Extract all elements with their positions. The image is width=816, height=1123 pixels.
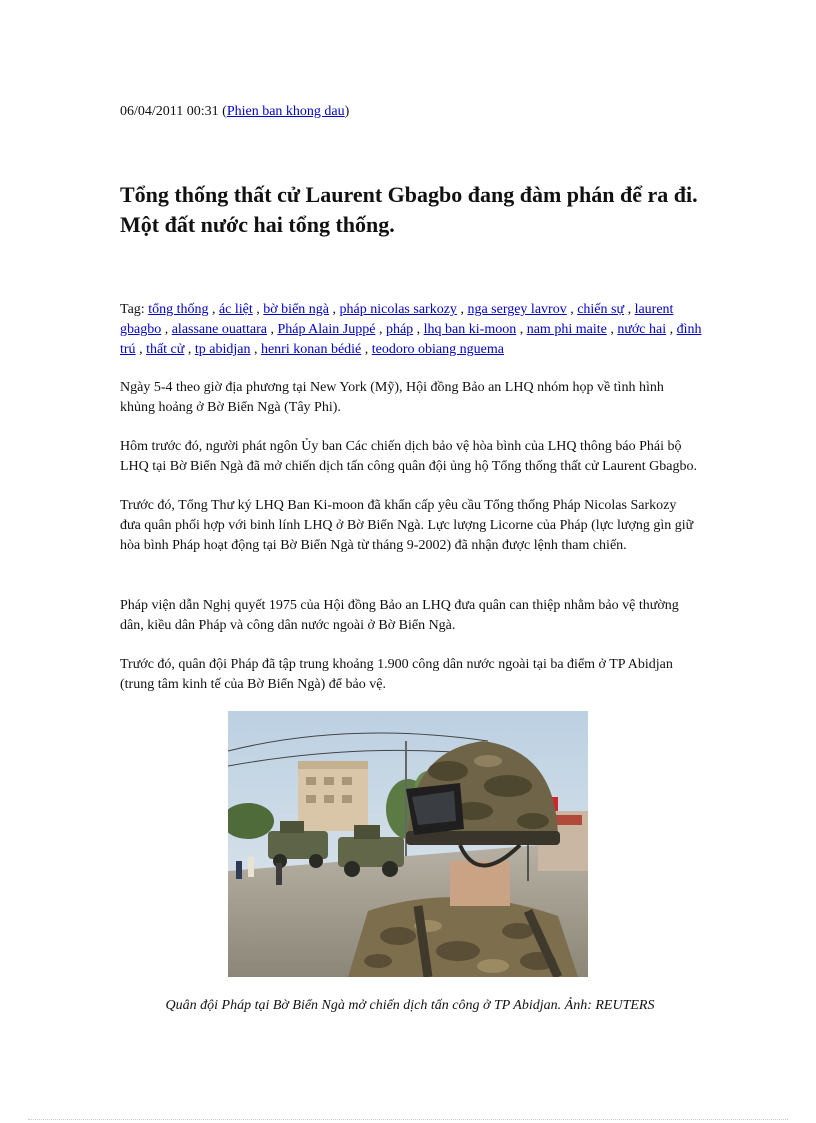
paragraph-4: Pháp viện dẫn Nghị quyết 1975 của Hội đồng Bảo an LHQ đưa quân can thiệp nhằm bảo vệ thường dân, kiều dân Pháp và công dân nước ngoài ở Bờ Biển Ngà.	[120, 598, 679, 633]
tag-link[interactable]: bờ biển ngà	[263, 302, 330, 317]
tag-link[interactable]: laurent gbagbo	[120, 302, 674, 337]
tag-link[interactable]: teodoro obiang nguema	[371, 342, 504, 357]
tag-link[interactable]: chiến sự	[577, 302, 625, 317]
tag-link[interactable]: pháp	[385, 322, 414, 337]
tag-link[interactable]: thất cử	[146, 342, 185, 357]
source-link[interactable]: Phien ban khong dau	[226, 104, 345, 119]
tag-link[interactable]: ác liệt	[218, 302, 253, 317]
tag-link[interactable]: tp abidjan	[194, 342, 251, 357]
paragraph-5: Trước đó, quân đội Pháp đã tập trung khoảng 1.900 công dân nước ngoài tại ba điểm ở TP Abidjan (trung tâm kinh tế của Bờ Biển Ngà) để bảo vệ.	[120, 657, 673, 692]
tag-link[interactable]: tổng thống	[148, 302, 209, 317]
tag-link[interactable]: pháp nicolas sarkozy	[339, 302, 457, 317]
tag-link[interactable]: nước hai	[617, 322, 667, 337]
post-datetime: 06/04/2011 00:31	[120, 104, 219, 119]
tag-link[interactable]: nam phi maite	[526, 322, 607, 337]
article-title: Tổng thống thất cử Laurent Gbagbo đang đàm phán để ra đi. Một đất nước hai tổng thống.	[120, 182, 698, 237]
page-divider	[28, 1119, 788, 1120]
tags-label: Tag:	[120, 302, 149, 317]
tag-link[interactable]: lhq ban ki-moon	[423, 322, 517, 337]
paragraph-2: Hôm trước đó, người phát ngôn Ủy ban Các chiến dịch bảo vệ hòa bình của LHQ thông báo Phái bộ LHQ tại Bờ Biển Ngà đã mở chiến dịch tấn công quân đội ủng hộ Tổng thống thất cử Laurent Gbagbo.	[120, 439, 697, 474]
tag-list: Tag: tổng thống , ác liệt , bờ biển ngà , pháp nicolas sarkozy , nga sergey lavrov , chiến sự , laurent gbagbo , alassane ouattara , Pháp Alain Juppé , pháp , lhq ban ki-moon , nam phi maite , nước hai , đình trú , thất cử , tp abidjan , henri konan bédié , teodoro obiang nguema	[120, 302, 702, 357]
tag-link[interactable]: đình trú	[120, 322, 702, 357]
tag-link[interactable]: alassane ouattara	[171, 322, 267, 337]
tag-link[interactable]: henri konan bédié	[260, 342, 362, 357]
dateline: 06/04/2011 00:31 (Phien ban khong dau)	[120, 104, 350, 119]
article-photo	[228, 711, 588, 977]
tag-link[interactable]: Pháp Alain Juppé	[277, 322, 376, 337]
tag-link[interactable]: nga sergey lavrov	[467, 302, 567, 317]
paragraph-3: Trước đó, Tổng Thư ký LHQ Ban Ki-moon đã khẩn cấp yêu cầu Tổng thống Pháp Nicolas Sarkozy đưa quân phối hợp với binh lính LHQ ở Bờ Biển Ngà. Lực lượng Licorne của Pháp (lực lượng gìn giữ hòa bình Pháp hoạt động tại Bờ Biển Ngà từ tháng 9-2002) đã nhận được lệnh tham chiến.	[120, 498, 694, 553]
paragraph-1: Ngày 5-4 theo giờ địa phương tại New York (Mỹ), Hội đồng Bảo an LHQ nhóm họp về tình hình khủng hoảng ở Bờ Biển Ngà (Tây Phi).	[120, 380, 664, 415]
photo-caption: Quân đội Pháp tại Bờ Biển Ngà mở chiến dịch tấn công ở TP Abidjan. Ảnh: REUTERS	[165, 998, 655, 1013]
